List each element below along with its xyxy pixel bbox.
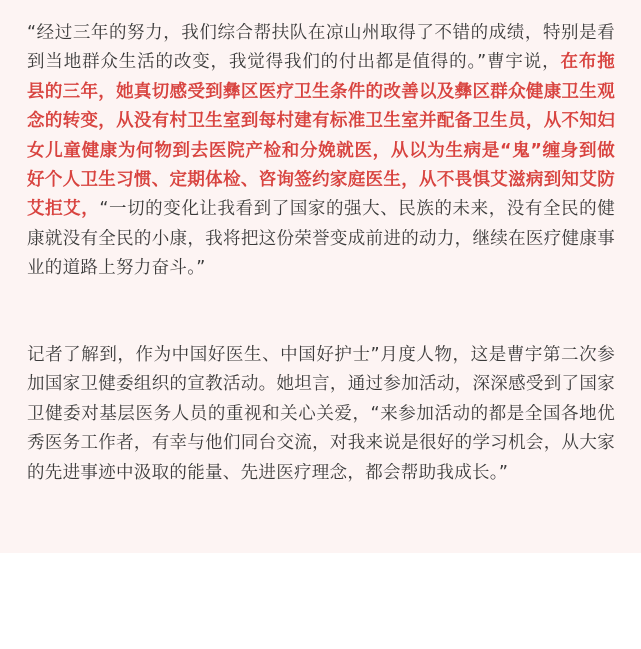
paragraph-1-lead: “经过三年的努力，我们综合帮扶队在凉山州取得了不错的成绩，特别是看到当地群众生活的改变，我觉得我们的付出都是值得的。”曹宇说， (27, 23, 615, 73)
article-paragraph-2: 记者了解到，作为中国好医生、中国好护士”月度人物，这是曹宇第二次参加国家卫健委组织的宣教活动。她坦言，通过参加活动，深深感受到了国家卫健委对基层医务人员的重视和关心关爱，“来参加活动的都是全国各地优秀医务工作者，有幸与他们同台交流，对我来说是很好的学习机会，从大家的先进事迹中汲取的能量、先进医疗理念，都会帮助我成长。” (27, 345, 615, 483)
paragraph-1-tail: “一切的变化让我看到了国家的强大、民族的未来，没有全民的健康就没有全民的小康，我将把这份荣誉变成前进的动力，继续在医疗健康事业的道路上努力奋斗。” (27, 199, 616, 279)
blank-area (0, 553, 641, 649)
article-paragraph-1 (27, 19, 615, 284)
paragraph-1-highlight: 在布拖县的三年，她真切感受到彝区医疗卫生条件的改善以及彝区群众健康卫生观念的转变，从没有村卫生室到每村建有标准卫生室并配备卫生员，从不知妇女儿童健康为何物到去医院产检和分娩就医，从以为生病是“鬼”缠身到做好个人卫生习惯、定期体检、咨询签约家庭医生，从不畏惧艾滋病到知艾防艾拒艾， (27, 52, 615, 220)
